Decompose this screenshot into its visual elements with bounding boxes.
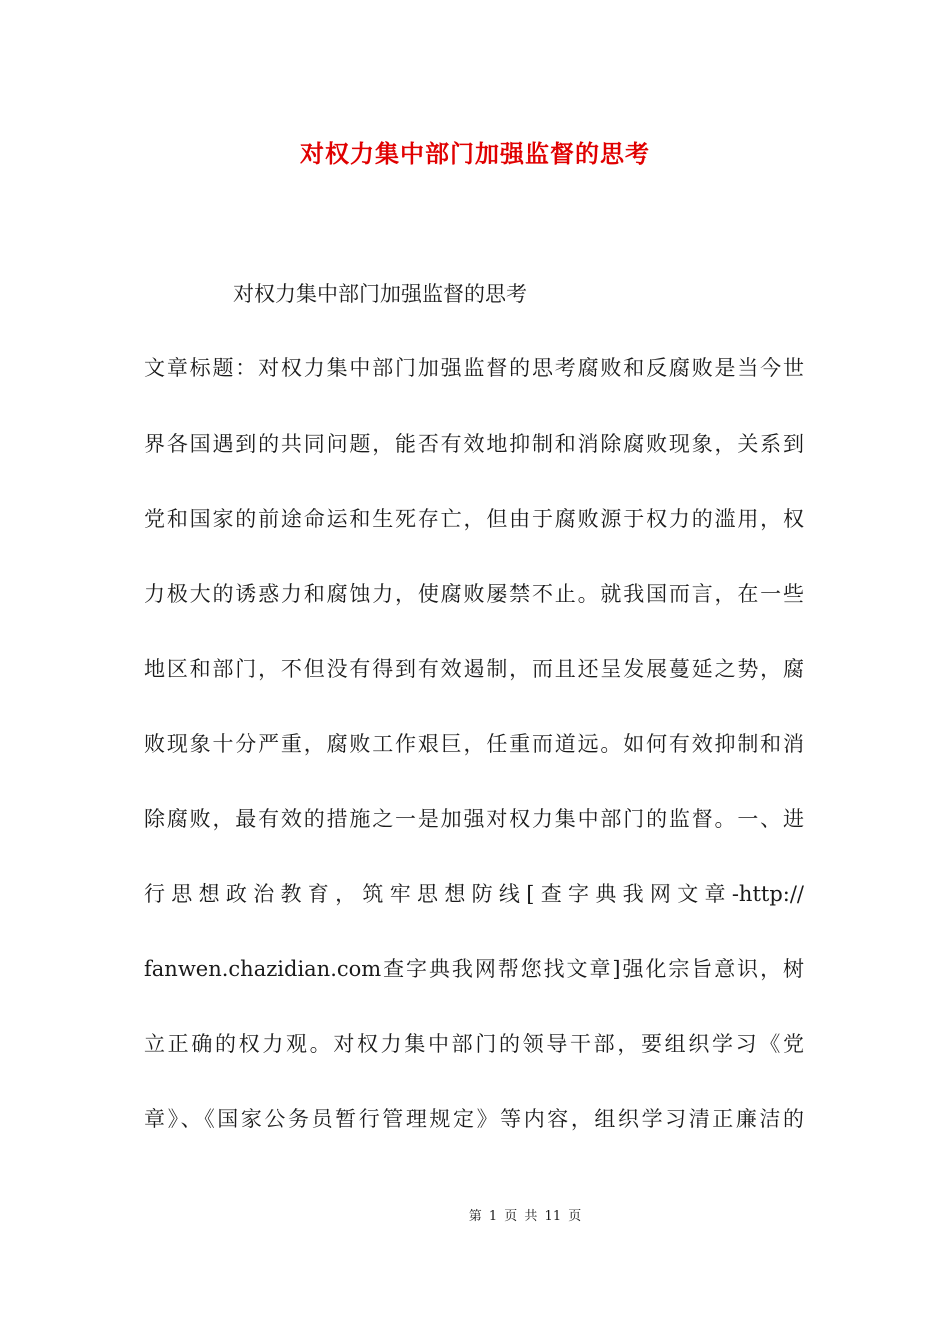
paragraph-line: 文章标题：对权力集中部门加强监督的思考腐败和反腐败是当今世 [144,356,804,380]
document-subtitle: 对权力集中部门加强监督的思考 [233,282,527,306]
paragraph-line: 立正确的权力观。对权力集中部门的领导干部，要组织学习《党 [144,1032,804,1056]
paragraph-line: 地区和部门，不但没有得到有效遏制，而且还呈发展蔓延之势，腐 [144,657,804,681]
paragraph-line: 党和国家的前途命运和生死存亡，但由于腐败源于权力的滥用，权 [144,507,804,531]
paragraph-line: 力极大的诱惑力和腐蚀力，使腐败屡禁不止。就我国而言，在一些 [144,582,804,606]
paragraph-line: 行思想政治教育，筑牢思想防线[查字典我网文章-http:// [144,882,804,906]
paragraph-line: fanwen.chazidian.com查字典我网帮您找文章]强化宗旨意识，树 [144,957,804,981]
paragraph-line: 界各国遇到的共同问题，能否有效地抑制和消除腐败现象，关系到 [144,432,804,456]
paragraph-line: 除腐败，最有效的措施之一是加强对权力集中部门的监督。一、进 [144,807,804,831]
page-number-footer: 第 1 页 共 11 页 [468,1209,582,1224]
paragraph-line: 章》、《国家公务员暂行管理规定》等内容，组织学习清正廉洁的 [144,1107,804,1131]
paragraph-line: 败现象十分严重，腐败工作艰巨，任重而道远。如何有效抑制和消 [144,732,804,756]
document-title: 对权力集中部门加强监督的思考 [300,139,650,168]
